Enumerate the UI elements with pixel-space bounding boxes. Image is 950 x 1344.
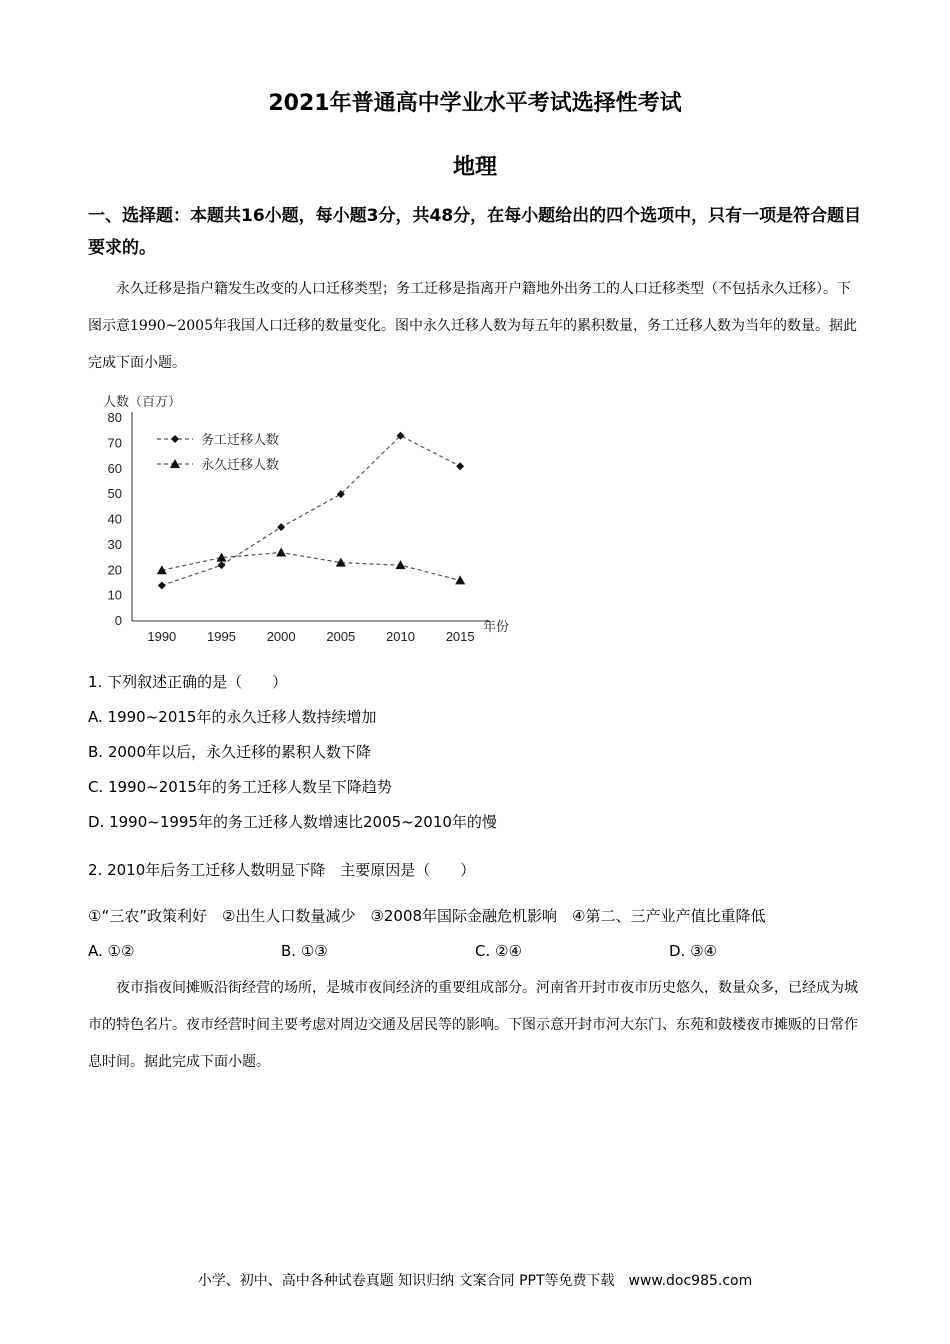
question-2-option-b: B. ①③ bbox=[281, 942, 328, 960]
chart-legend bbox=[157, 432, 279, 472]
footer-note: 小学、初中、高中各种试卷真题 知识归纳 文案合同 PPT等免费下载 www.doc985.com bbox=[197, 1273, 753, 1289]
series-line bbox=[162, 552, 460, 580]
question-2-option-c: C. ②④ bbox=[475, 942, 522, 960]
data-point bbox=[276, 547, 286, 556]
x-tick-label: 1990 bbox=[147, 629, 177, 644]
exam-title: 2021年普通高中学业水平考试选择性考试 bbox=[268, 91, 682, 116]
question-1-option-d: D. 1990~1995年的务工迁移人数增速比2005~2010年的慢 bbox=[88, 813, 497, 831]
y-tick-label: 0 bbox=[114, 613, 122, 628]
question-1-option-b: B. 2000年以后，永久迁移的累积人数下降 bbox=[88, 743, 372, 761]
x-tick-label: 2010 bbox=[386, 629, 415, 644]
subject-title: 地理 bbox=[452, 155, 497, 180]
y-tick-label: 40 bbox=[107, 511, 122, 527]
y-tick-label: 60 bbox=[107, 460, 122, 476]
data-point bbox=[456, 462, 464, 470]
data-point bbox=[277, 523, 285, 531]
data-point bbox=[455, 575, 465, 584]
x-tick-label: 2005 bbox=[326, 629, 356, 644]
x-tick-label: 2000 bbox=[266, 629, 296, 644]
series-lines bbox=[157, 432, 465, 590]
y-axis-label: 人数（百万） bbox=[103, 394, 182, 409]
y-tick-label: 10 bbox=[107, 587, 122, 603]
passage-migration: 永久迁移是指户籍发生改变的人口迁移类型；务工迁移是指离开户籍地外出务工的人口迁移类型（不包括永久迁移）。下图示意1990~2005年我国人口迁移的数量变化。图中永久迁移人数为每五年的累积数量，务工迁移人数为当年的数量。据此完成下面小题。 bbox=[88, 281, 857, 371]
y-tick-label: 50 bbox=[107, 486, 122, 502]
x-tick-label: 2015 bbox=[445, 629, 475, 644]
y-ticks bbox=[108, 410, 122, 628]
y-tick-label: 70 bbox=[107, 435, 122, 451]
question-2-option-d: D. ③④ bbox=[669, 942, 717, 960]
question-2-option-a: A. ①② bbox=[88, 942, 135, 960]
legend-marker bbox=[171, 435, 179, 443]
x-ticks bbox=[147, 629, 474, 644]
legend-label: 永久迁移人数 bbox=[201, 457, 280, 472]
chart-axes bbox=[132, 412, 490, 621]
passage-night-market: 夜市指夜间摊贩沿街经营的场所，是城市夜间经济的重要组成部分。河南省开封市夜市历史悠久，数量众多，已经成为城市的特色名片。夜市经营时间主要考虑对周边交通及居民等的影响。下图示意开封市河大东门、东苑和鼓楼夜市摊贩的日常作息时间。据此完成下面小题。 bbox=[88, 980, 858, 1070]
question-1-stem: 1. 下列叙述正确的是（ ） bbox=[88, 673, 288, 691]
question-1-option-a: A. 1990~2015年的永久迁移人数持续增加 bbox=[88, 708, 377, 726]
x-axis-label: 年份 bbox=[483, 619, 510, 634]
y-tick-label: 30 bbox=[107, 536, 122, 552]
question-1-option-c: C. 1990~2015年的务工迁移人数呈下降趋势 bbox=[88, 778, 392, 796]
legend-label: 务工迁移人数 bbox=[201, 432, 280, 447]
question-2-stem: 2. 2010年后务工迁移人数明显下降 主要原因是（ ） bbox=[88, 861, 476, 879]
question-2-statements: ①“三农”政策利好 ②出生人口数量减少 ③2008年国际金融危机影响 ④第二、三产业产值比重降低 bbox=[88, 907, 766, 925]
data-point bbox=[218, 561, 226, 569]
y-tick-label: 20 bbox=[107, 562, 122, 578]
data-point bbox=[158, 581, 166, 589]
section-heading: 一、选择题：本题共16小题，每小题3分，共48分，在每小题给出的四个选项中，只有一项是符合题目要求的。 bbox=[88, 206, 862, 258]
data-point bbox=[396, 560, 406, 569]
y-tick-label: 80 bbox=[107, 410, 122, 425]
migration-line-chart bbox=[95, 388, 535, 653]
x-tick-label: 1995 bbox=[207, 629, 236, 644]
